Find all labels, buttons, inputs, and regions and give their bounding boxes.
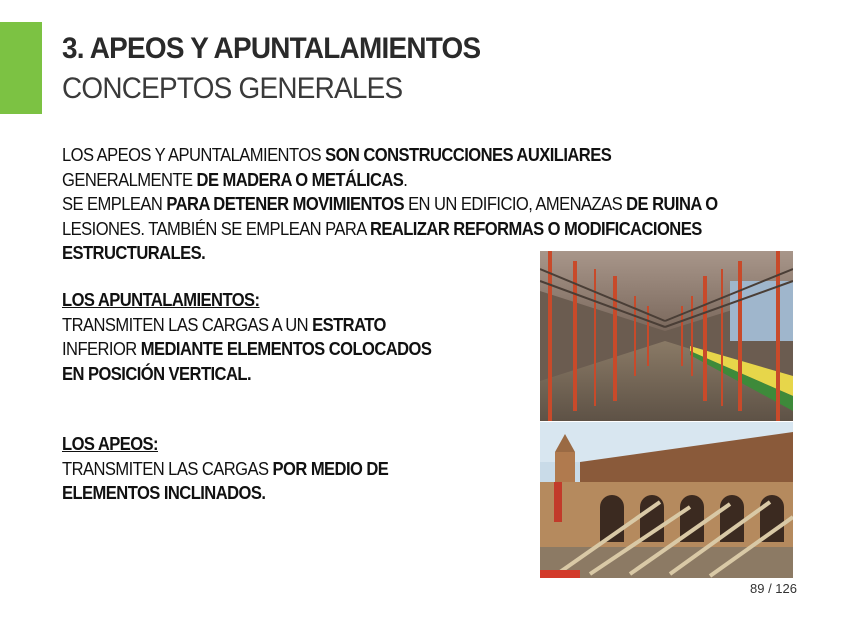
intro-line-5: ESTRUCTURALES. — [62, 243, 206, 263]
intro-line-1: LOS APEOS Y APUNTALAMIENTOS SON CONSTRUCCIONES AUXILIARES — [62, 145, 612, 165]
intro-paragraph — [62, 143, 718, 266]
shoring-photo — [540, 251, 793, 421]
slide-title: 3. APEOS Y APUNTALAMIENTOS — [62, 32, 481, 65]
apeo-photo — [540, 422, 793, 578]
intro-line-4: LESIONES. TAMBIÉN SE EMPLEAN PARA REALIZAR REFORMAS O MODIFICACIONES — [62, 218, 702, 239]
apeos-line-1: TRANSMITEN LAS CARGAS POR MEDIO DE — [62, 458, 389, 479]
slide-subtitle: CONCEPTOS GENERALES — [62, 72, 403, 105]
intro-line-3: SE EMPLEAN PARA DETENER MOVIMIENTOS EN UN EDIFICIO, AMENAZAS DE RUINA O — [62, 194, 718, 214]
apeos-heading: LOS APEOS: — [62, 434, 159, 454]
apuntalamientos-section — [62, 288, 431, 386]
page-number: 89 / 126 — [750, 581, 797, 596]
apuntalamientos-line-1: TRANSMITEN LAS CARGAS A UN ESTRATO — [62, 314, 386, 335]
apuntalamientos-line-2: INFERIOR MEDIANTE ELEMENTOS COLOCADOS — [62, 339, 432, 359]
accent-bar — [0, 22, 42, 114]
apuntalamientos-line-3: EN POSICIÓN VERTICAL. — [62, 363, 251, 384]
apeos-line-2: ELEMENTOS INCLINADOS. — [62, 483, 266, 503]
apuntalamientos-heading: LOS APUNTALAMIENTOS: — [62, 290, 260, 310]
intro-line-2: GENERALMENTE DE MADERA O METÁLICAS. — [62, 169, 408, 190]
apeos-section — [62, 432, 388, 506]
